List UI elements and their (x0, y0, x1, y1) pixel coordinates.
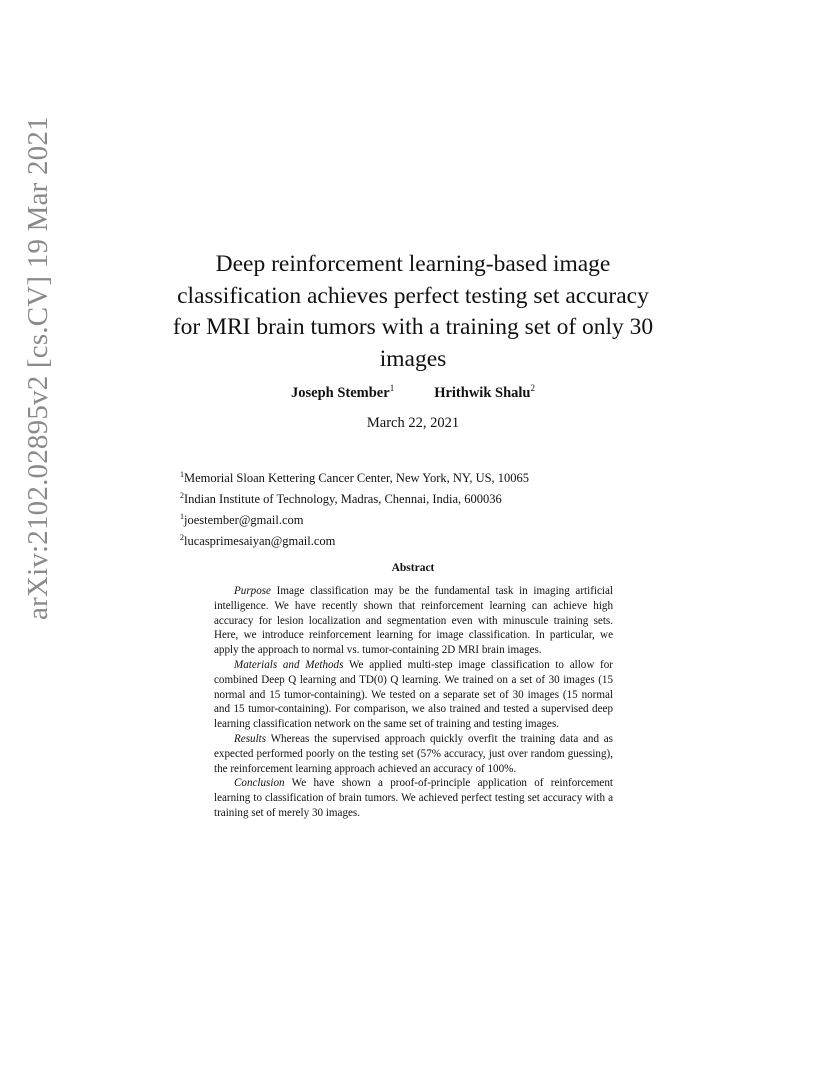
abstract-section-label: Purpose (234, 585, 271, 597)
abstract-paragraph-conclusion (214, 776, 613, 820)
affiliation-text: Memorial Sloan Kettering Cancer Center, New York, NY, US, 10065 (184, 471, 530, 486)
affiliation (180, 466, 650, 487)
abstract-section-text: We have shown a proof-of-principle application of reinforcement learning to classification of brain tumors. We achieved perfect testing set accuracy with a training set of merely 30 images. (214, 777, 613, 819)
affiliation-text: Indian Institute of Technology, Madras, Chennai, India, 600036 (184, 492, 502, 507)
affiliation-list (180, 466, 650, 551)
author-affiliation-mark: 1 (389, 383, 395, 393)
arxiv-identifier-stamp: arXiv:2102.02895v2 [cs.CV] 19 Mar 2021 (22, 116, 54, 620)
abstract-section-text: We applied multi-step image classification to allow for combined Deep Q learning and TD(0) Q learning. We trained on a set of 30 images (15 normal and 15 tumor-containing). We tested on a separate set of 30 images (15 normal and 15 tumor-containing). For comparison, we also trained and tested a supervised deep learning classification network on the same set of training and testing images. (214, 658, 613, 731)
author (291, 383, 394, 402)
paper-title: Deep reinforcement learning-based image classification achieves perfect testing set accuracy for MRI brain tumors with a training set of only 30 images (172, 251, 654, 372)
abstract-section-label: Materials and Methods (234, 658, 344, 671)
abstract-paragraph-results (214, 732, 613, 776)
author (434, 383, 535, 402)
affiliation-mark: 1 (180, 512, 184, 522)
author-name: Joseph Stember (291, 384, 390, 401)
abstract-paragraph-purpose (214, 584, 613, 658)
author-affiliation-mark: 2 (530, 383, 535, 393)
contact-email (180, 508, 650, 529)
abstract-section-label: Results (234, 732, 267, 745)
abstract-heading: Abstract (391, 562, 435, 574)
email-text: lucasprimesaiyan@gmail.com (184, 534, 336, 549)
email-text: joestember@gmail.com (184, 513, 304, 528)
affiliation-mark: 2 (180, 533, 184, 543)
abstract-section-label: Conclusion (234, 777, 285, 790)
abstract-section-text: Whereas the supervised approach quickly overfit the training data and as expected performed poorly on the testing set (57% accuracy, just over random guessing), the reinforcement learning approach achieved an accuracy of 100%. (214, 732, 613, 775)
affiliation (180, 487, 650, 508)
author-list (200, 383, 626, 402)
author-name: Hrithwik Shalu (434, 384, 531, 401)
abstract-body (214, 584, 613, 821)
abstract-section-text: Image classification may be the fundamental task in imaging artificial intelligence. We have recently shown that reinforcement learning can achieve high accuracy for lesion localization and segmentation even with minuscule training sets. Here, we introduce reinforcement learning for image classification. In particular, we apply the approach to normal vs. tumor-containing 2D MRI brain images. (214, 585, 613, 657)
contact-email (180, 529, 650, 550)
publication-date: March 22, 2021 (366, 415, 460, 431)
abstract-paragraph-methods (214, 658, 613, 732)
affiliation-mark: 1 (180, 470, 184, 479)
affiliation-mark: 2 (180, 491, 184, 501)
